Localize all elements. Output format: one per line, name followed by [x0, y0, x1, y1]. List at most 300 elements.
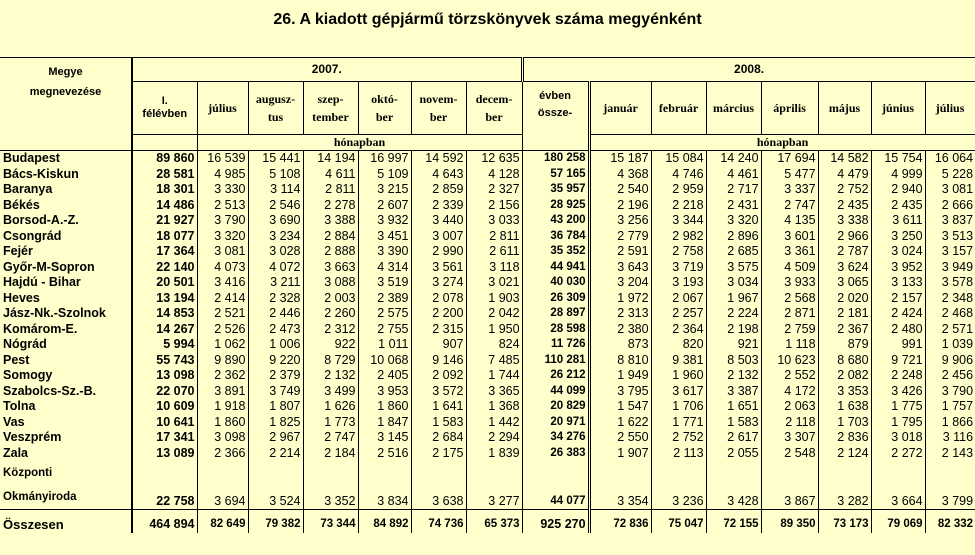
month-value: 2 480: [871, 322, 925, 338]
month-value: 89 350: [761, 510, 818, 534]
month-value: 3 952: [871, 260, 925, 276]
first-half-value: 10 609: [132, 399, 197, 415]
month-value: 2 607: [358, 198, 411, 214]
month-value: 3 361: [761, 244, 818, 260]
month-label-line2: ber: [375, 109, 394, 124]
month-value: 2 328: [248, 291, 303, 307]
month-value: 3 256: [589, 213, 651, 229]
month-value: 10 623: [761, 353, 818, 369]
month-value: 1 641: [411, 399, 466, 415]
month-value: 820: [651, 337, 706, 353]
month-value: 1 703: [818, 415, 871, 431]
month-value: 3 065: [818, 275, 871, 291]
month-value: 2 752: [651, 430, 706, 446]
month-value: 3 749: [248, 384, 303, 400]
month-value: 3 663: [303, 260, 358, 276]
month-label-line1: augusz-: [255, 91, 296, 106]
month-value: 2 218: [651, 198, 706, 214]
month-value: 14 240: [706, 151, 761, 167]
month-value: 2 959: [651, 182, 706, 198]
first-half-value: 464 894: [132, 510, 197, 534]
month-value: 2 575: [358, 306, 411, 322]
county-name: Bács-Kiskun: [3, 166, 79, 181]
month-value: 4 985: [197, 167, 248, 183]
month-value: 2 548: [761, 446, 818, 462]
table-row: [0, 384, 975, 400]
month-value: 1 368: [466, 399, 522, 415]
month-value: 3 320: [706, 213, 761, 229]
table-row: [0, 353, 975, 369]
month-value: 1 807: [248, 399, 303, 415]
month-value: 4 746: [651, 167, 706, 183]
month-value: 65 373: [466, 510, 522, 534]
month-value: 2 055: [706, 446, 761, 462]
month-value: 2 456: [925, 368, 975, 384]
month-value: 84 892: [358, 510, 411, 534]
month-value: 17 694: [761, 151, 818, 167]
month-value: 2 871: [761, 306, 818, 322]
month-label-line2: tember: [312, 109, 349, 124]
county-name: Veszprém: [3, 430, 62, 445]
month-value: 2 468: [925, 306, 975, 322]
month-value: 2 888: [303, 244, 358, 260]
month-value: 3 307: [761, 430, 818, 446]
month-value: 4 314: [358, 260, 411, 276]
month-header-2007-jul: [197, 82, 248, 135]
month-value: 2 540: [589, 182, 651, 198]
month-value: 3 933: [761, 275, 818, 291]
month-header-2007-oct: [358, 82, 411, 135]
month-value: 3 519: [358, 275, 411, 291]
year-total-value: 26 309: [522, 291, 589, 307]
county-name-line2: Okmányiroda: [3, 491, 77, 503]
month-value: 73 344: [303, 510, 358, 534]
month-header-2008-jun: június: [871, 82, 925, 135]
month-value: 2 550: [589, 430, 651, 446]
month-value: 824: [466, 337, 522, 353]
month-value: 2 156: [466, 198, 522, 214]
month-value: 1 039: [925, 337, 975, 353]
month-value: 10 068: [358, 353, 411, 369]
table-row: [0, 182, 975, 198]
month-value: 907: [411, 337, 466, 353]
month-value: 2 312: [303, 322, 358, 338]
first-half-value: 21 927: [132, 213, 197, 229]
month-value: 3 352: [303, 461, 358, 510]
month-value: 1 967: [706, 291, 761, 307]
month-value: 74 736: [411, 510, 466, 534]
month-header-2008-mar: március: [706, 82, 761, 135]
month-value: 2 020: [818, 291, 871, 307]
table-body: [0, 151, 975, 534]
month-value: 1 744: [466, 368, 522, 384]
first-half-value: 13 089: [132, 446, 197, 462]
month-value: 9 146: [411, 353, 466, 369]
month-value: 4 643: [411, 167, 466, 183]
month-value: 2 811: [466, 229, 522, 245]
evben-header: [522, 82, 589, 151]
month-value: 921: [706, 337, 761, 353]
table-row: [0, 461, 975, 510]
month-value: 2 752: [818, 182, 871, 198]
month-value: 3 578: [925, 275, 975, 291]
county-name: Szabolcs-Sz.-B.: [3, 383, 97, 398]
month-value: 2 755: [358, 322, 411, 338]
month-value: 2 132: [706, 368, 761, 384]
month-value: 3 018: [871, 430, 925, 446]
year-total-value: 44 941: [522, 260, 589, 276]
month-value: 3 337: [761, 182, 818, 198]
county-name: Zala: [3, 445, 29, 460]
month-value: 4 073: [197, 260, 248, 276]
month-value: 1 626: [303, 399, 358, 415]
first-half-value: 13 098: [132, 368, 197, 384]
table-row: [0, 260, 975, 276]
month-header-2008-feb: február: [651, 82, 706, 135]
month-value: 1 847: [358, 415, 411, 431]
month-value: 991: [871, 337, 925, 353]
first-half-value: 22 758: [132, 461, 197, 510]
month-value: 3 513: [925, 229, 975, 245]
month-value: 1 950: [466, 322, 522, 338]
month-value: 1 860: [358, 399, 411, 415]
first-half-value: 14 267: [132, 322, 197, 338]
month-value: 2 446: [248, 306, 303, 322]
county-name: Komárom-E.: [3, 321, 78, 336]
month-value: 2 779: [589, 229, 651, 245]
month-value: 3 932: [358, 213, 411, 229]
month-value: 3 081: [197, 244, 248, 260]
month-value: 79 382: [248, 510, 303, 534]
month-value: 3 719: [651, 260, 706, 276]
month-value: 3 795: [589, 384, 651, 400]
month-value: 2 184: [303, 446, 358, 462]
month-header-2008-apr: április: [761, 82, 818, 135]
county-name: Hajdú - Bihar: [3, 275, 81, 290]
month-value: 1 825: [248, 415, 303, 431]
county-name: Heves: [3, 290, 40, 305]
table-row: [0, 306, 975, 322]
month-value: 15 187: [589, 151, 651, 167]
month-value: 2 424: [871, 306, 925, 322]
month-value: 2 552: [761, 368, 818, 384]
month-value: 2 175: [411, 446, 466, 462]
month-value: 16 064: [925, 151, 975, 167]
month-value: 14 582: [818, 151, 871, 167]
month-value: 2 067: [651, 291, 706, 307]
month-value: 3 338: [818, 213, 871, 229]
month-value: 2 435: [818, 198, 871, 214]
month-header-2007-nov: [411, 82, 466, 135]
month-value: 82 332: [925, 510, 975, 534]
month-value: 2 787: [818, 244, 871, 260]
county-name: Fejér: [3, 244, 33, 259]
month-value: 16 539: [197, 151, 248, 167]
month-value: 2 571: [925, 322, 975, 338]
county-name: Borsod-A.-Z.: [3, 213, 79, 228]
table-row: [0, 430, 975, 446]
month-value: 3 330: [197, 182, 248, 198]
month-label-line1: novem-: [419, 91, 458, 106]
month-value: 3 034: [706, 275, 761, 291]
month-value: 8 810: [589, 353, 651, 369]
month-value: 2 516: [358, 446, 411, 462]
month-value: 2 389: [358, 291, 411, 307]
month-value: 1 795: [871, 415, 925, 431]
county-name: Összesen: [0, 510, 132, 534]
month-value: 3 799: [925, 461, 975, 510]
month-value: 3 353: [818, 384, 871, 400]
month-value: 2 379: [248, 368, 303, 384]
ifelev-line1: I.: [161, 95, 168, 107]
month-value: 3 643: [589, 260, 651, 276]
month-label-line1: szep-: [317, 91, 344, 106]
month-value: 3 098: [197, 430, 248, 446]
county-name: Tolna: [3, 399, 36, 414]
month-value: 3 611: [871, 213, 925, 229]
month-value: 2 257: [651, 306, 706, 322]
month-value: 3 451: [358, 229, 411, 245]
month-value: 2 181: [818, 306, 871, 322]
county-name: Vas: [3, 414, 25, 429]
table-row: [0, 213, 975, 229]
year-total-value: 20 829: [522, 399, 589, 415]
month-value: 2 747: [761, 198, 818, 214]
page-title: 26. A kiadott gépjármű törzskönyvek száma megyénként: [273, 11, 702, 28]
table-row: [0, 291, 975, 307]
year-total-value: 44 099: [522, 384, 589, 400]
month-value: 2 082: [818, 368, 871, 384]
month-label-line1: decem-: [475, 91, 513, 106]
county-name: Baranya: [3, 182, 53, 197]
month-value: 3 365: [466, 384, 522, 400]
month-value: 2 272: [871, 446, 925, 462]
month-value: 5 108: [248, 167, 303, 183]
month-value: 2 759: [761, 322, 818, 338]
year-total-value: 28 598: [522, 322, 589, 338]
month-value: 1 960: [651, 368, 706, 384]
month-value: 1 651: [706, 399, 761, 415]
month-value: 1 622: [589, 415, 651, 431]
county-name-line1: Központi: [3, 467, 53, 479]
month-value: 3 953: [358, 384, 411, 400]
month-value: 2 526: [197, 322, 248, 338]
month-value: 9 890: [197, 353, 248, 369]
month-value: 4 509: [761, 260, 818, 276]
year-total-value: 110 281: [522, 353, 589, 369]
year-total-value: 43 200: [522, 213, 589, 229]
table-row: [0, 399, 975, 415]
month-value: 3 426: [871, 384, 925, 400]
month-value: 3 428: [706, 461, 761, 510]
month-value: 1 583: [706, 415, 761, 431]
first-half-value: 13 194: [132, 291, 197, 307]
month-value: 3 133: [871, 275, 925, 291]
month-value: 2 260: [303, 306, 358, 322]
month-value: 1 706: [651, 399, 706, 415]
month-value: 73 173: [818, 510, 871, 534]
month-value: 3 617: [651, 384, 706, 400]
month-value: 3 949: [925, 260, 975, 276]
year-total-value: 57 165: [522, 167, 589, 183]
month-value: 3 499: [303, 384, 358, 400]
month-value: 1 583: [411, 415, 466, 431]
first-half-value: 17 341: [132, 430, 197, 446]
month-value: 2 966: [818, 229, 871, 245]
month-value: 4 368: [589, 167, 651, 183]
month-value: 1 949: [589, 368, 651, 384]
evben-line2: össze-: [537, 107, 573, 119]
month-value: 3 354: [589, 461, 651, 510]
month-value: 3 320: [197, 229, 248, 245]
month-value: 2 546: [248, 198, 303, 214]
month-value: 14 592: [411, 151, 466, 167]
table-row: [0, 198, 975, 214]
month-label-line2: ber: [485, 109, 503, 124]
month-value: 2 982: [651, 229, 706, 245]
month-value: 1 866: [925, 415, 975, 431]
month-value: 4 461: [706, 167, 761, 183]
month-value: 3 664: [871, 461, 925, 510]
month-value: 3 024: [871, 244, 925, 260]
month-value: 3 145: [358, 430, 411, 446]
month-value: 3 250: [871, 229, 925, 245]
month-value: 3 524: [248, 461, 303, 510]
month-value: 2 214: [248, 446, 303, 462]
month-value: 1 907: [589, 446, 651, 462]
month-value: 3 215: [358, 182, 411, 198]
month-value: 3 440: [411, 213, 466, 229]
month-value: 8 503: [706, 353, 761, 369]
total-row: [0, 510, 975, 534]
month-value: 2 313: [589, 306, 651, 322]
month-value: 9 220: [248, 353, 303, 369]
month-value: 2 198: [706, 322, 761, 338]
month-value: 3 837: [925, 213, 975, 229]
month-value: 3 388: [303, 213, 358, 229]
month-value: 3 575: [706, 260, 761, 276]
month-value: 2 294: [466, 430, 522, 446]
month-value: 3 033: [466, 213, 522, 229]
month-value: 7 485: [466, 353, 522, 369]
year-total-value: 11 726: [522, 337, 589, 353]
year-total-value: 44 077: [522, 461, 589, 510]
month-value: 2 617: [706, 430, 761, 446]
table-row: [0, 337, 975, 353]
month-value: 72 836: [589, 510, 651, 534]
year-total-value: 20 971: [522, 415, 589, 431]
month-value: 3 561: [411, 260, 466, 276]
month-value: 2 521: [197, 306, 248, 322]
year-total-value: 36 784: [522, 229, 589, 245]
county-name: [0, 461, 132, 510]
month-value: 79 069: [871, 510, 925, 534]
month-header-2008-jan: január: [589, 82, 651, 135]
month-value: 15 084: [651, 151, 706, 167]
month-value: 2 348: [925, 291, 975, 307]
month-value: 2 327: [466, 182, 522, 198]
ifelev-header: [132, 82, 197, 135]
month-value: 82 649: [197, 510, 248, 534]
month-label-line1: július: [208, 100, 237, 115]
first-half-value: 55 743: [132, 353, 197, 369]
month-value: 3 211: [248, 275, 303, 291]
month-value: 15 441: [248, 151, 303, 167]
year-total-value: 28 897: [522, 306, 589, 322]
month-value: 2 042: [466, 306, 522, 322]
month-value: 922: [303, 337, 358, 353]
month-value: 8 680: [818, 353, 871, 369]
month-value: 2 132: [303, 368, 358, 384]
month-value: 5 109: [358, 167, 411, 183]
month-value: 2 611: [466, 244, 522, 260]
month-value: 2 414: [197, 291, 248, 307]
month-value: 14 194: [303, 151, 358, 167]
month-value: 3 157: [925, 244, 975, 260]
month-value: 1 839: [466, 446, 522, 462]
month-value: 2 367: [818, 322, 871, 338]
month-value: 1 972: [589, 291, 651, 307]
month-value: 2 124: [818, 446, 871, 462]
county-name: Budapest: [3, 151, 60, 166]
month-value: 2 967: [248, 430, 303, 446]
first-half-value: 89 860: [132, 151, 197, 167]
month-value: 3 638: [411, 461, 466, 510]
month-value: 873: [589, 337, 651, 353]
year-total-value: 35 957: [522, 182, 589, 198]
first-half-value: 22 140: [132, 260, 197, 276]
month-value: 4 172: [761, 384, 818, 400]
evben-line1: évben: [539, 90, 571, 102]
month-value: 2 435: [871, 198, 925, 214]
ifelev-spacer: [132, 135, 197, 151]
month-value: 2 380: [589, 322, 651, 338]
table-row: [0, 322, 975, 338]
month-value: 3 274: [411, 275, 466, 291]
ifelev-line2: félévben: [142, 108, 188, 120]
month-value: 3 116: [925, 430, 975, 446]
year-total-value: 26 383: [522, 446, 589, 462]
month-value: 2 811: [303, 182, 358, 198]
month-label-line2: tus: [267, 109, 284, 124]
honapban-2007: hónapban: [197, 135, 522, 151]
month-value: 3 028: [248, 244, 303, 260]
month-value: 1 442: [466, 415, 522, 431]
month-value: 16 997: [358, 151, 411, 167]
first-half-value: 14 486: [132, 198, 197, 214]
month-header-2007-aug: [248, 82, 303, 135]
month-value: 2 896: [706, 229, 761, 245]
month-value: 2 366: [197, 446, 248, 462]
month-value: 4 611: [303, 167, 358, 183]
month-value: 3 236: [651, 461, 706, 510]
month-value: 3 601: [761, 229, 818, 245]
table-row: [0, 415, 975, 431]
month-value: 2 684: [411, 430, 466, 446]
month-value: 1 860: [197, 415, 248, 431]
month-value: 2 364: [651, 322, 706, 338]
month-value: 9 906: [925, 353, 975, 369]
month-value: 2 666: [925, 198, 975, 214]
month-value: 2 063: [761, 399, 818, 415]
month-value: 3 021: [466, 275, 522, 291]
table-row: [0, 229, 975, 245]
table-row: [0, 151, 975, 167]
month-value: 72 155: [706, 510, 761, 534]
first-half-value: 18 077: [132, 229, 197, 245]
year-2007-header: 2007.: [132, 58, 522, 82]
month-value: 2 362: [197, 368, 248, 384]
